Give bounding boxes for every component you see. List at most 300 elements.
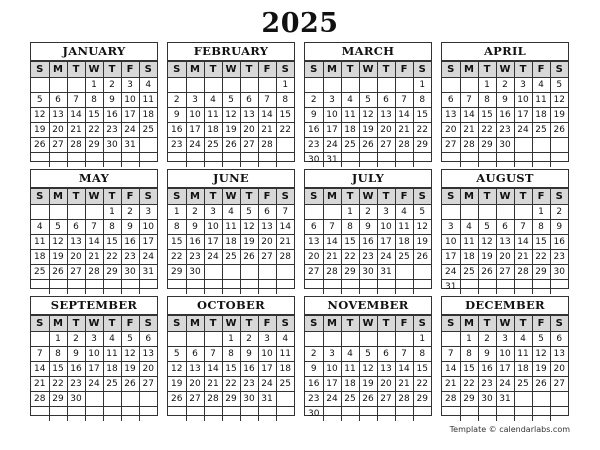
day-cell: 21 xyxy=(258,123,276,138)
weekday-header: M xyxy=(323,189,341,205)
day-cell: 18 xyxy=(103,362,121,377)
day-cell: 4 xyxy=(395,205,413,220)
empty-day-cell xyxy=(168,153,186,168)
empty-day-cell xyxy=(85,205,103,220)
week-row xyxy=(442,265,568,280)
day-cell: 30 xyxy=(305,153,323,168)
empty-day-cell xyxy=(240,153,258,168)
weekday-header: T xyxy=(103,62,121,78)
week-row xyxy=(305,78,431,93)
week-row xyxy=(31,347,157,362)
day-cell: 11 xyxy=(532,93,550,108)
empty-day-cell xyxy=(204,332,222,347)
empty-day-cell xyxy=(258,407,276,422)
day-cell: 14 xyxy=(514,235,532,250)
empty-day-cell xyxy=(49,78,67,93)
weekday-header: W xyxy=(359,316,377,332)
weekday-header: W xyxy=(222,62,240,78)
day-cell: 1 xyxy=(341,205,359,220)
day-cell: 30 xyxy=(186,265,204,280)
day-cell: 2 xyxy=(103,78,121,93)
week-row xyxy=(442,392,568,407)
day-cell: 27 xyxy=(377,138,395,153)
month-name: AUGUST xyxy=(442,170,568,188)
day-cell: 5 xyxy=(49,220,67,235)
day-cell: 22 xyxy=(276,123,294,138)
empty-day-cell xyxy=(67,280,85,295)
day-cell: 27 xyxy=(442,138,460,153)
day-cell: 13 xyxy=(550,347,568,362)
empty-day-cell xyxy=(323,78,341,93)
day-cell: 11 xyxy=(204,108,222,123)
day-cell: 18 xyxy=(341,377,359,392)
week-row xyxy=(442,332,568,347)
day-cell: 27 xyxy=(377,392,395,407)
day-cell: 26 xyxy=(31,138,49,153)
weekday-header: T xyxy=(514,62,532,78)
day-cell: 20 xyxy=(496,250,514,265)
week-row xyxy=(31,392,157,407)
day-cell: 20 xyxy=(67,250,85,265)
day-cell: 5 xyxy=(121,332,139,347)
day-cell: 30 xyxy=(121,265,139,280)
weekday-header: T xyxy=(377,316,395,332)
empty-day-cell xyxy=(395,265,413,280)
month-april xyxy=(441,42,569,162)
empty-day-cell xyxy=(67,153,85,168)
day-cell: 20 xyxy=(442,123,460,138)
empty-day-cell xyxy=(532,392,550,407)
empty-day-cell xyxy=(550,153,568,168)
day-cell: 30 xyxy=(67,392,85,407)
day-cell: 1 xyxy=(222,332,240,347)
day-cell: 13 xyxy=(258,220,276,235)
empty-day-cell xyxy=(341,78,359,93)
week-row xyxy=(305,108,431,123)
day-cell: 8 xyxy=(413,93,431,108)
week-row xyxy=(31,250,157,265)
day-cell: 19 xyxy=(359,377,377,392)
weekday-header: M xyxy=(460,189,478,205)
day-cell: 4 xyxy=(532,78,550,93)
day-cell: 9 xyxy=(103,93,121,108)
empty-day-cell xyxy=(532,280,550,295)
weekday-header: M xyxy=(49,316,67,332)
empty-day-cell xyxy=(514,392,532,407)
day-cell: 22 xyxy=(341,250,359,265)
day-cell: 8 xyxy=(341,220,359,235)
week-row xyxy=(31,332,157,347)
weekday-header: T xyxy=(204,189,222,205)
day-cell: 9 xyxy=(359,220,377,235)
day-cell: 17 xyxy=(121,108,139,123)
day-cell: 22 xyxy=(460,377,478,392)
day-cell: 18 xyxy=(532,108,550,123)
empty-day-cell xyxy=(478,280,496,295)
day-cell: 7 xyxy=(31,347,49,362)
empty-day-cell xyxy=(240,78,258,93)
day-cell: 27 xyxy=(258,250,276,265)
empty-day-cell xyxy=(222,153,240,168)
day-cell: 9 xyxy=(168,108,186,123)
day-cell: 12 xyxy=(31,108,49,123)
day-cell: 25 xyxy=(103,377,121,392)
empty-day-cell xyxy=(31,205,49,220)
day-cell: 8 xyxy=(168,220,186,235)
weekday-header: T xyxy=(240,316,258,332)
day-cell: 12 xyxy=(222,108,240,123)
day-cell: 16 xyxy=(305,123,323,138)
empty-day-cell xyxy=(413,280,431,295)
day-cell: 3 xyxy=(323,347,341,362)
day-cell: 5 xyxy=(532,332,550,347)
day-cell: 22 xyxy=(49,377,67,392)
day-cell: 11 xyxy=(31,235,49,250)
day-cell: 27 xyxy=(550,377,568,392)
day-cell: 9 xyxy=(67,347,85,362)
empty-day-cell xyxy=(377,280,395,295)
day-cell: 30 xyxy=(359,265,377,280)
day-cell: 16 xyxy=(305,377,323,392)
day-cell: 31 xyxy=(496,392,514,407)
day-cell: 26 xyxy=(359,392,377,407)
weekday-header: T xyxy=(240,62,258,78)
day-cell: 15 xyxy=(413,362,431,377)
day-cell: 10 xyxy=(85,347,103,362)
weekday-header: T xyxy=(377,189,395,205)
day-cell: 27 xyxy=(186,392,204,407)
day-cell: 16 xyxy=(103,108,121,123)
day-cell: 9 xyxy=(496,93,514,108)
empty-day-cell xyxy=(240,280,258,295)
empty-day-cell xyxy=(186,407,204,422)
empty-day-cell xyxy=(341,332,359,347)
day-cell: 31 xyxy=(442,280,460,295)
day-cell: 5 xyxy=(413,205,431,220)
day-cell: 19 xyxy=(49,250,67,265)
weekday-header: T xyxy=(103,189,121,205)
day-cell: 30 xyxy=(496,138,514,153)
weekday-header: M xyxy=(460,316,478,332)
day-cell: 23 xyxy=(478,377,496,392)
month-september xyxy=(30,296,158,416)
month-days-table xyxy=(31,188,157,294)
empty-day-cell xyxy=(186,280,204,295)
day-cell: 5 xyxy=(478,220,496,235)
day-cell: 14 xyxy=(31,362,49,377)
day-cell: 7 xyxy=(85,220,103,235)
empty-day-cell xyxy=(222,265,240,280)
day-cell: 25 xyxy=(341,392,359,407)
day-cell: 25 xyxy=(204,138,222,153)
weekday-header: F xyxy=(121,316,139,332)
day-cell: 4 xyxy=(460,220,478,235)
weekday-header: T xyxy=(240,189,258,205)
day-cell: 16 xyxy=(478,362,496,377)
weekday-header: S xyxy=(442,316,460,332)
day-cell: 20 xyxy=(550,362,568,377)
day-cell: 8 xyxy=(85,93,103,108)
month-name: SEPTEMBER xyxy=(31,297,157,315)
day-cell: 11 xyxy=(460,235,478,250)
day-cell: 19 xyxy=(121,362,139,377)
week-row xyxy=(168,347,294,362)
day-cell: 25 xyxy=(341,138,359,153)
day-cell: 9 xyxy=(121,220,139,235)
day-cell: 29 xyxy=(341,265,359,280)
day-cell: 20 xyxy=(377,377,395,392)
weekday-header: F xyxy=(532,189,550,205)
day-cell: 18 xyxy=(139,108,157,123)
empty-day-cell xyxy=(139,153,157,168)
empty-day-cell xyxy=(395,280,413,295)
weekday-header: M xyxy=(49,189,67,205)
day-cell: 16 xyxy=(67,362,85,377)
day-cell: 31 xyxy=(323,153,341,168)
empty-day-cell xyxy=(276,265,294,280)
day-cell: 21 xyxy=(85,250,103,265)
day-cell: 31 xyxy=(139,265,157,280)
day-cell: 19 xyxy=(478,250,496,265)
day-cell: 6 xyxy=(377,347,395,362)
empty-day-cell xyxy=(496,153,514,168)
empty-day-cell xyxy=(323,205,341,220)
day-cell: 26 xyxy=(168,392,186,407)
day-cell: 7 xyxy=(323,220,341,235)
week-row xyxy=(168,235,294,250)
month-days-table xyxy=(31,61,157,167)
empty-day-cell xyxy=(103,392,121,407)
empty-day-cell xyxy=(359,153,377,168)
empty-day-cell xyxy=(49,407,67,422)
empty-day-cell xyxy=(442,205,460,220)
day-cell: 6 xyxy=(550,332,568,347)
weekday-header: T xyxy=(67,62,85,78)
week-row xyxy=(168,377,294,392)
empty-day-cell xyxy=(413,407,431,422)
empty-day-cell xyxy=(514,153,532,168)
week-row xyxy=(31,220,157,235)
day-cell: 6 xyxy=(377,93,395,108)
weekday-header: S xyxy=(413,316,431,332)
day-cell: 28 xyxy=(67,138,85,153)
empty-day-cell xyxy=(222,78,240,93)
month-march xyxy=(304,42,432,165)
day-cell: 19 xyxy=(222,123,240,138)
week-row xyxy=(305,235,431,250)
month-name: NOVEMBER xyxy=(305,297,431,315)
day-cell: 30 xyxy=(305,407,323,422)
day-cell: 10 xyxy=(377,220,395,235)
empty-day-cell xyxy=(460,78,478,93)
empty-day-cell xyxy=(442,78,460,93)
day-cell: 5 xyxy=(240,205,258,220)
empty-day-cell xyxy=(413,265,431,280)
week-row xyxy=(442,250,568,265)
day-cell: 29 xyxy=(413,392,431,407)
empty-day-cell xyxy=(258,280,276,295)
week-row xyxy=(31,235,157,250)
day-cell: 7 xyxy=(514,220,532,235)
empty-day-cell xyxy=(204,153,222,168)
day-cell: 22 xyxy=(413,377,431,392)
week-row xyxy=(305,153,431,168)
weekday-header: T xyxy=(67,189,85,205)
day-cell: 31 xyxy=(258,392,276,407)
day-cell: 25 xyxy=(222,250,240,265)
day-cell: 19 xyxy=(31,123,49,138)
day-cell: 21 xyxy=(67,123,85,138)
day-cell: 25 xyxy=(276,377,294,392)
weekday-header: F xyxy=(395,189,413,205)
month-february xyxy=(167,42,295,162)
day-cell: 18 xyxy=(31,250,49,265)
day-cell: 12 xyxy=(168,362,186,377)
day-cell: 23 xyxy=(305,138,323,153)
day-cell: 21 xyxy=(395,123,413,138)
day-cell: 5 xyxy=(359,347,377,362)
day-cell: 28 xyxy=(514,265,532,280)
week-row xyxy=(442,123,568,138)
day-cell: 24 xyxy=(121,123,139,138)
day-cell: 9 xyxy=(186,220,204,235)
day-cell: 22 xyxy=(413,123,431,138)
day-cell: 6 xyxy=(186,347,204,362)
month-name: DECEMBER xyxy=(442,297,568,315)
day-cell: 2 xyxy=(240,332,258,347)
month-days-table xyxy=(168,61,294,167)
day-cell: 7 xyxy=(395,347,413,362)
day-cell: 26 xyxy=(49,265,67,280)
empty-day-cell xyxy=(240,265,258,280)
week-row xyxy=(305,362,431,377)
day-cell: 27 xyxy=(67,265,85,280)
weekday-header: S xyxy=(550,189,568,205)
day-cell: 2 xyxy=(121,205,139,220)
day-cell: 17 xyxy=(323,377,341,392)
day-cell: 24 xyxy=(514,123,532,138)
empty-day-cell xyxy=(85,153,103,168)
empty-day-cell xyxy=(550,407,568,422)
day-cell: 3 xyxy=(442,220,460,235)
empty-day-cell xyxy=(341,153,359,168)
day-cell: 21 xyxy=(204,377,222,392)
month-june xyxy=(167,169,295,289)
day-cell: 2 xyxy=(550,205,568,220)
day-cell: 17 xyxy=(204,235,222,250)
empty-day-cell xyxy=(323,407,341,422)
day-cell: 30 xyxy=(240,392,258,407)
week-row xyxy=(442,220,568,235)
week-row xyxy=(31,362,157,377)
day-cell: 25 xyxy=(532,123,550,138)
day-cell: 23 xyxy=(186,250,204,265)
day-cell: 28 xyxy=(31,392,49,407)
empty-day-cell xyxy=(168,332,186,347)
day-cell: 5 xyxy=(359,93,377,108)
day-cell: 11 xyxy=(514,347,532,362)
day-cell: 10 xyxy=(442,235,460,250)
weekday-header: F xyxy=(395,316,413,332)
day-cell: 17 xyxy=(514,108,532,123)
weekday-header: F xyxy=(258,316,276,332)
week-row xyxy=(168,220,294,235)
empty-day-cell xyxy=(258,153,276,168)
day-cell: 8 xyxy=(276,93,294,108)
weekday-header: T xyxy=(204,62,222,78)
day-cell: 2 xyxy=(168,93,186,108)
weekday-header: W xyxy=(85,189,103,205)
day-cell: 6 xyxy=(67,220,85,235)
day-cell: 10 xyxy=(496,347,514,362)
week-row xyxy=(442,93,568,108)
day-cell: 14 xyxy=(323,235,341,250)
empty-day-cell xyxy=(103,280,121,295)
empty-day-cell xyxy=(31,332,49,347)
day-cell: 6 xyxy=(496,220,514,235)
day-cell: 19 xyxy=(168,377,186,392)
day-cell: 29 xyxy=(168,265,186,280)
day-cell: 6 xyxy=(305,220,323,235)
day-cell: 4 xyxy=(139,78,157,93)
day-cell: 6 xyxy=(240,93,258,108)
day-cell: 23 xyxy=(67,377,85,392)
day-cell: 25 xyxy=(514,377,532,392)
week-row xyxy=(168,93,294,108)
day-cell: 3 xyxy=(139,205,157,220)
day-cell: 19 xyxy=(550,108,568,123)
day-cell: 29 xyxy=(460,392,478,407)
week-row xyxy=(168,407,294,422)
day-cell: 1 xyxy=(460,332,478,347)
day-cell: 21 xyxy=(514,250,532,265)
weekday-header: S xyxy=(276,189,294,205)
day-cell: 15 xyxy=(478,108,496,123)
day-cell: 20 xyxy=(240,123,258,138)
day-cell: 3 xyxy=(377,205,395,220)
day-cell: 28 xyxy=(276,250,294,265)
day-cell: 10 xyxy=(186,108,204,123)
month-days-table xyxy=(442,188,568,294)
day-cell: 21 xyxy=(323,250,341,265)
weekday-header: W xyxy=(359,189,377,205)
weekday-header: F xyxy=(258,189,276,205)
weekday-header: F xyxy=(121,189,139,205)
day-cell: 29 xyxy=(85,138,103,153)
day-cell: 3 xyxy=(514,78,532,93)
weekday-header: S xyxy=(139,316,157,332)
day-cell: 24 xyxy=(258,377,276,392)
day-cell: 31 xyxy=(121,138,139,153)
day-cell: 22 xyxy=(222,377,240,392)
day-cell: 10 xyxy=(139,220,157,235)
empty-day-cell xyxy=(168,407,186,422)
day-cell: 23 xyxy=(496,123,514,138)
day-cell: 27 xyxy=(49,138,67,153)
week-row xyxy=(442,205,568,220)
day-cell: 2 xyxy=(496,78,514,93)
week-row xyxy=(442,138,568,153)
day-cell: 28 xyxy=(204,392,222,407)
week-row xyxy=(305,280,431,295)
day-cell: 6 xyxy=(49,93,67,108)
day-cell: 2 xyxy=(305,347,323,362)
day-cell: 28 xyxy=(258,138,276,153)
empty-day-cell xyxy=(168,78,186,93)
day-cell: 12 xyxy=(532,347,550,362)
week-row xyxy=(442,153,568,168)
empty-day-cell xyxy=(31,153,49,168)
